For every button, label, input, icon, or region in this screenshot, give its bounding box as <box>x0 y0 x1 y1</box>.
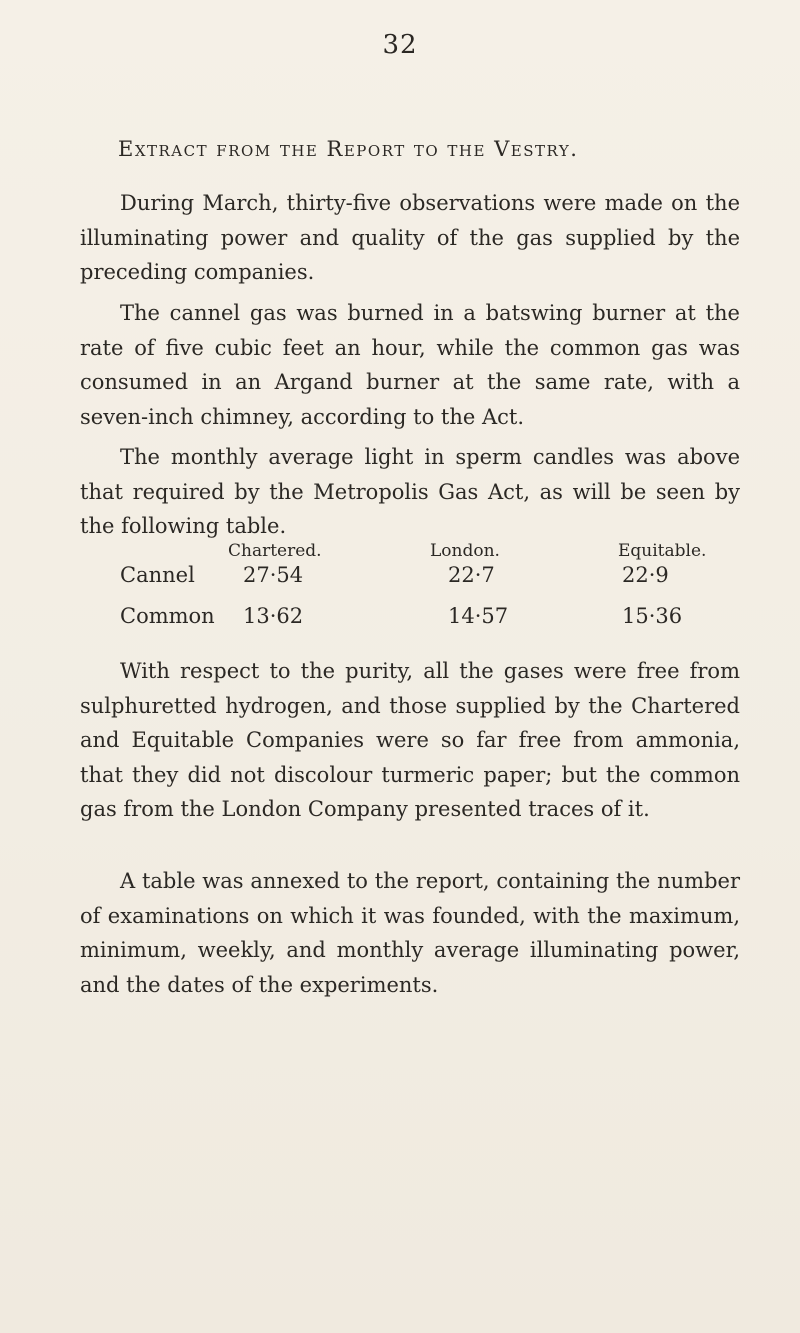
cell-cannel-chartered: 27·54 <box>243 563 304 587</box>
cell-cannel-london: 22·7 <box>448 563 495 587</box>
page-number: 32 <box>382 30 418 60</box>
column-header-london: London. <box>430 541 500 561</box>
paragraph-annexed-table: A table was annexed to the report, containing the number of examinations on which it was founded, with the maximum, minimum, weekly, and monthly average illuminating power, and the dates of the experiments. <box>80 869 740 997</box>
section-heading: Extract from the Report to the Vestry. <box>118 137 579 161</box>
paragraph-observations: During March, thirty-five observations were made on the illuminating power and quality of the gas supplied by the preceding companies. <box>80 191 740 284</box>
cell-common-chartered: 13·62 <box>243 604 304 628</box>
row-label-cannel: Cannel <box>120 563 195 587</box>
column-header-chartered: Chartered. <box>228 541 322 561</box>
paragraph-burner: The cannel gas was burned in a batswing burner at the rate of five cubic feet an hour, while the common gas was consumed in an Argand burner at the same rate, with a seven-inch chimney, according to the Act. <box>80 301 740 429</box>
cell-common-equitable: 15·36 <box>622 604 683 628</box>
paragraph-purity: With respect to the purity, all the gases were free from sulphuretted hydrogen, and those supplied by the Chartered and Equitable Companies were so far free from ammonia, that they did not discolour turmeric paper; but the common gas from the London Company presented traces of it. <box>80 659 740 821</box>
row-label-common: Common <box>120 604 215 628</box>
cell-common-london: 14·57 <box>448 604 509 628</box>
paragraph-average-light: The monthly average light in sperm candles was above that required by the Metropolis Gas Act, as will be seen by the following table. <box>80 445 740 538</box>
cell-cannel-equitable: 22·9 <box>622 563 669 587</box>
column-header-equitable: Equitable. <box>618 541 707 561</box>
